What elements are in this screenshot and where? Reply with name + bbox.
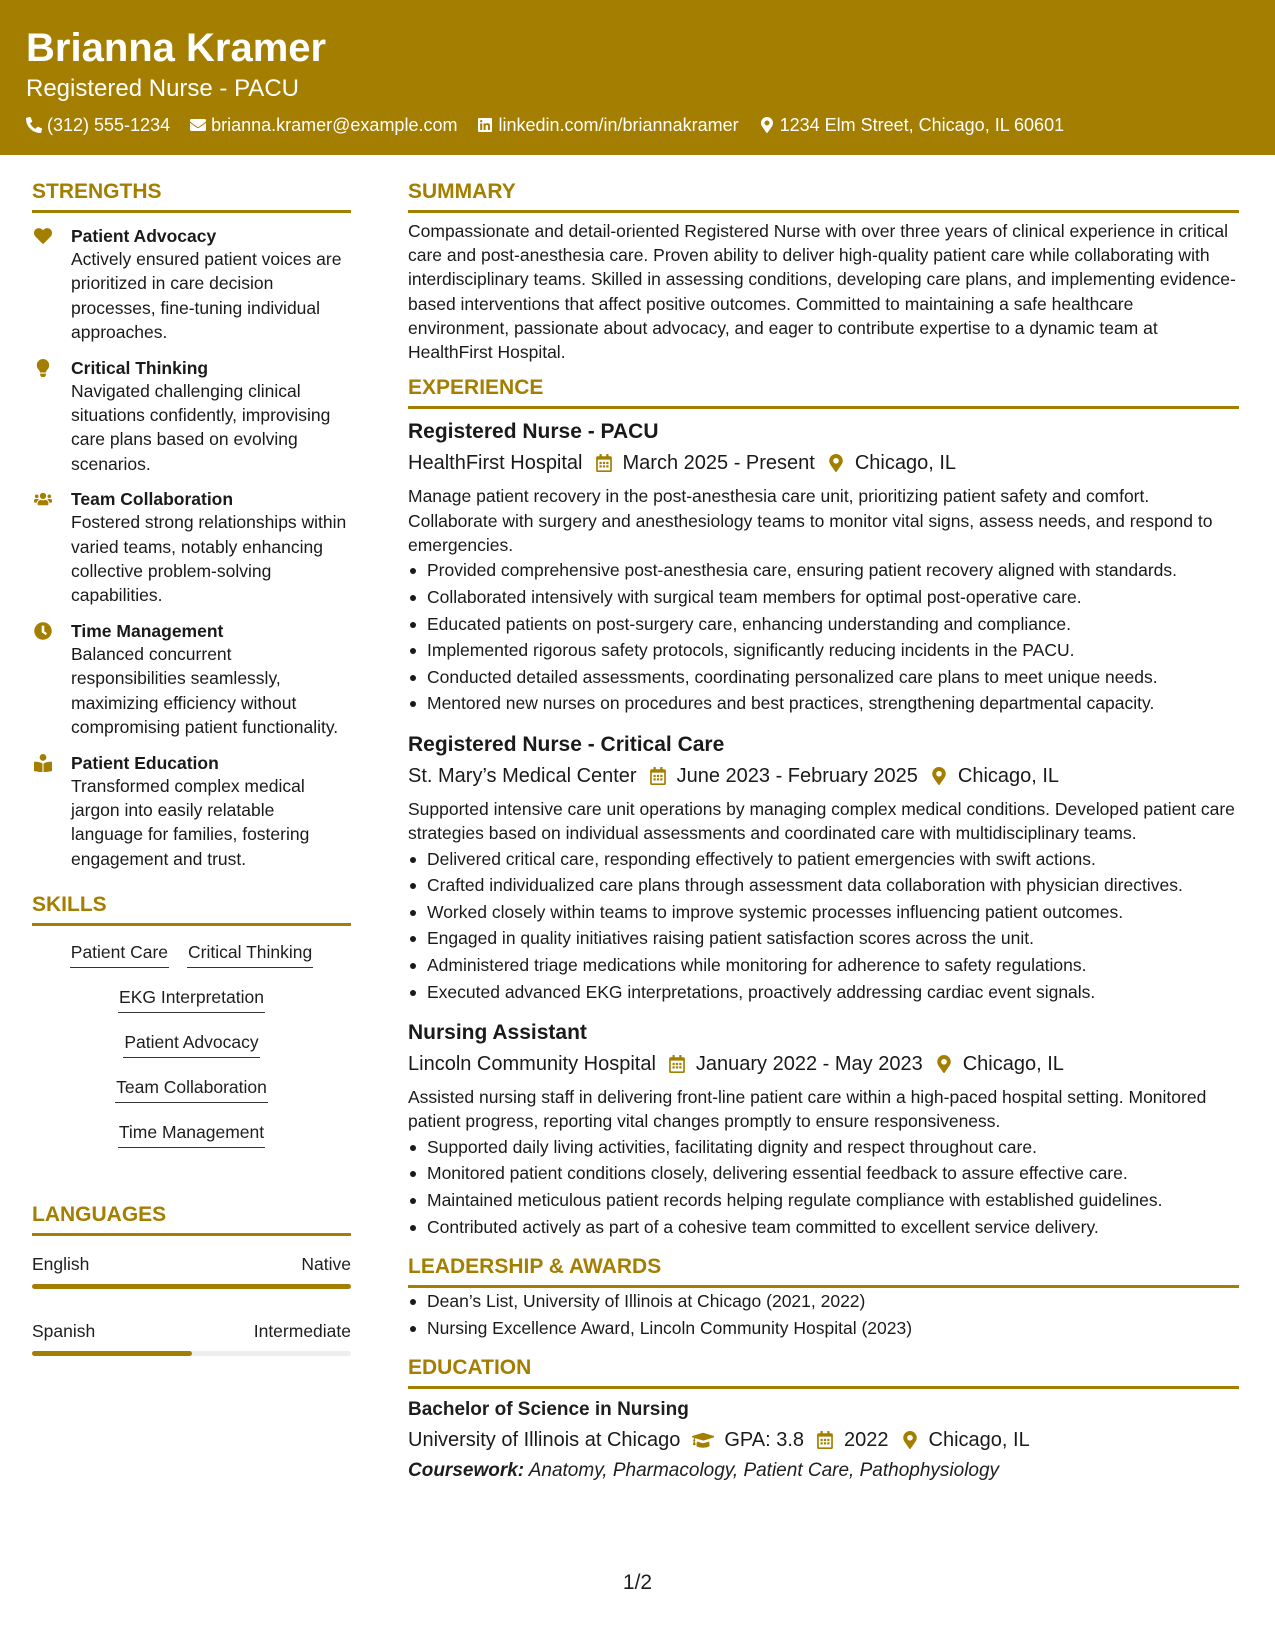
- language-name: Spanish: [32, 1321, 96, 1342]
- job-company: St. Mary’s Medical Center: [408, 764, 637, 787]
- job-title: Registered Nurse - Critical Care: [408, 732, 725, 756]
- coursework-list: Anatomy, Pharmacology, Patient Care, Pathophysiology: [528, 1460, 1000, 1481]
- phone-text: (312) 555-1234: [47, 115, 171, 135]
- job-title: Registered Nurse - PACU: [408, 420, 659, 444]
- language-proficiency-fill: [32, 1284, 351, 1289]
- strength-title: Team Collaboration: [71, 489, 234, 510]
- gpa: GPA: 3.8: [724, 1429, 805, 1451]
- strengths-section: [32, 178, 351, 871]
- job-bullet: Executed advanced EKG interpretations, proactively addressing cardiac event signals.: [408, 980, 1239, 1004]
- graduation-year: 2022: [844, 1429, 889, 1451]
- job-description: Assisted nursing staff in delivering front-line patient care within a high-paced hospital setting. Monitored patient progress, reporting vital changes promptly to ensure responsiveness.: [408, 1087, 1207, 1132]
- education-heading: EDUCATION: [408, 1354, 1239, 1389]
- clock-icon: [34, 622, 52, 640]
- job-bullet: Collaborated intensively with surgical team members for optimal post-operative care.: [408, 585, 1239, 609]
- education-section: [408, 1354, 1239, 1485]
- job-bullet: Conducted detailed assessments, coordinating personalized care plans to meet unique needs.: [408, 665, 1239, 689]
- school-name: University of Illinois at Chicago: [408, 1429, 681, 1451]
- job-dates: January 2022 - May 2023: [695, 1053, 923, 1075]
- awards-section: [408, 1253, 1239, 1340]
- skills-section: [32, 891, 351, 1165]
- job-location: Chicago, IL: [962, 1053, 1064, 1075]
- job-dates: March 2025 - Present: [622, 452, 815, 475]
- contact-address: [759, 114, 1065, 136]
- lightbulb-icon: [34, 359, 52, 377]
- skills-list: [32, 940, 351, 1165]
- summary-section: [408, 178, 1239, 364]
- skill-tag: Time Management: [118, 1120, 265, 1148]
- job-bullet: Worked closely within teams to improve systemic processes influencing patient outcomes.: [408, 900, 1239, 924]
- job-description: Manage patient recovery in the post-anesthesia care unit, prioritizing patient safety and comfort. Collaborate with surgery and anesthesiology teams to monitor vital signs, assess needs, and respond to emergencies.: [408, 486, 1213, 556]
- language-item: [32, 1319, 351, 1356]
- job-bullet: Delivered critical care, responding effectively to patient emergencies with swift actions.: [408, 847, 1239, 871]
- languages-heading: LANGUAGES: [32, 1201, 351, 1236]
- strength-desc: Navigated challenging clinical situations confidently, improvising care plans based on evolving scenarios.: [71, 380, 331, 474]
- job-bullet: Crafted individualized care plans through assessment data collaboration with physician directives.: [408, 873, 1239, 897]
- job-meta: [408, 448, 1239, 478]
- language-name: English: [32, 1254, 90, 1275]
- strengths-heading: STRENGTHS: [32, 178, 351, 213]
- linkedin-text: linkedin.com/in/briannakramer: [498, 115, 739, 135]
- job-bullets: [408, 558, 1239, 715]
- page-number: 1/2: [622, 1571, 653, 1594]
- language-item: [32, 1252, 351, 1289]
- graduation-cap-icon: [692, 1431, 714, 1449]
- degree-title: Bachelor of Science in Nursing: [408, 1399, 689, 1420]
- job-bullet: Provided comprehensive post-anesthesia care, ensuring patient recovery aligned with standards.: [408, 558, 1239, 582]
- education-meta: [408, 1425, 1239, 1455]
- job-meta: [408, 761, 1239, 791]
- experience-heading: EXPERIENCE: [408, 374, 1239, 409]
- strength-item: [32, 620, 351, 740]
- map-marker-icon: [930, 767, 948, 785]
- job-bullet: Engaged in quality initiatives raising patient satisfaction scores across the unit.: [408, 926, 1239, 950]
- language-level: Intermediate: [253, 1321, 351, 1342]
- strength-desc: Transformed complex medical jargon into easily relatable language for families, fostering engagement and trust.: [71, 775, 310, 869]
- language-proficiency-bar: [32, 1351, 351, 1356]
- skill-tag: Patient Care: [70, 940, 169, 968]
- candidate-name: Brianna Kramer: [26, 26, 327, 70]
- language-level: Native: [301, 1254, 351, 1275]
- job-title: Nursing Assistant: [408, 1021, 587, 1044]
- job-bullet: Mentored new nurses on procedures and best practices, strengthening departmental capacity.: [408, 691, 1239, 715]
- strength-title: Time Management: [71, 620, 224, 641]
- contact-bar: [26, 114, 1249, 136]
- job-bullet: Implemented rigorous safety protocols, significantly reducing incidents in the PACU.: [408, 638, 1239, 662]
- strength-title: Critical Thinking: [71, 357, 209, 378]
- language-proficiency-fill: [32, 1351, 192, 1356]
- languages-section: [32, 1201, 351, 1356]
- resume-header: [0, 0, 1275, 155]
- strength-item: [32, 357, 351, 477]
- book-reader-icon: [34, 754, 52, 772]
- experience-section: [408, 374, 1239, 1239]
- language-proficiency-bar: [32, 1284, 351, 1289]
- contact-linkedin[interactable]: [477, 114, 738, 136]
- job-entry: [408, 1018, 1239, 1239]
- award-item: Nursing Excellence Award, Lincoln Community Hospital (2023): [408, 1316, 1239, 1340]
- skills-heading: SKILLS: [32, 891, 351, 926]
- right-column: [408, 178, 1239, 1485]
- strength-desc: Fostered strong relationships within varied teams, notably enhancing collective problem-solving capabilities.: [71, 512, 347, 606]
- strength-item: [32, 225, 351, 345]
- candidate-title: Registered Nurse - PACU: [26, 75, 299, 102]
- awards-list: [408, 1289, 1239, 1340]
- strength-title: Patient Advocacy: [71, 226, 217, 246]
- map-marker-icon: [827, 454, 845, 472]
- job-location: Chicago, IL: [957, 764, 1060, 787]
- awards-heading: LEADERSHIP & AWARDS: [408, 1253, 1239, 1288]
- phone-icon: [26, 117, 42, 133]
- strength-desc: Balanced concurrent responsibilities seamlessly, maximizing efficiency without compromising patient functionality.: [71, 643, 339, 738]
- skill-tag: EKG Interpretation: [118, 985, 265, 1013]
- calendar-icon: [816, 1431, 834, 1449]
- map-marker-icon: [935, 1055, 953, 1073]
- summary-text: Compassionate and detail-oriented Registered Nurse with over three years of clinical experience in critical care and post-anesthesia care. Proven ability to deliver high-quality patient care while collaborating with interdisciplinary teams. Skilled in assessing conditions, developing care plans, and implementing evidence-based interventions that affect positive outcomes. Committed to maintaining a safe healthcare environment, passionate about advocacy, and eager to contribute expertise to a dynamic team at HealthFirst Hospital.: [408, 221, 1236, 363]
- skill-tag: Patient Advocacy: [123, 1030, 259, 1058]
- envelope-icon: [190, 117, 206, 133]
- contact-phone[interactable]: [26, 114, 170, 136]
- job-bullet: Educated patients on post-surgery care, enhancing understanding and compliance.: [408, 612, 1239, 636]
- contact-email[interactable]: [190, 114, 457, 136]
- skill-tag: Critical Thinking: [187, 940, 313, 968]
- strength-item: [32, 752, 351, 872]
- map-marker-icon: [901, 1431, 919, 1449]
- education-location: Chicago, IL: [928, 1429, 1030, 1451]
- job-bullets: [408, 847, 1239, 1004]
- job-bullets: [408, 1135, 1239, 1239]
- job-bullet: Monitored patient conditions closely, delivering essential feedback to assure effective care.: [408, 1161, 1239, 1185]
- strength-item: [32, 488, 351, 608]
- job-entry: [408, 730, 1239, 1004]
- coursework-label: Coursework:: [408, 1460, 525, 1481]
- job-bullet: Supported daily living activities, facilitating dignity and respect throughout care.: [408, 1135, 1239, 1159]
- linkedin-icon: [477, 117, 493, 133]
- job-location: Chicago, IL: [854, 452, 957, 475]
- calendar-icon: [668, 1055, 686, 1073]
- calendar-icon: [595, 454, 613, 472]
- strength-desc: Actively ensured patient voices are prioritized in care decision processes, fine-tuning individual approaches.: [71, 249, 342, 343]
- map-marker-icon: [759, 117, 775, 133]
- job-description: Supported intensive care unit operations by managing complex medical conditions. Developed patient care strategies based on individual assessments and coordinated care with multidisciplinary teams.: [408, 798, 1235, 844]
- job-entry: [408, 417, 1239, 716]
- award-item: Dean’s List, University of Illinois at Chicago (2021, 2022): [408, 1289, 1239, 1313]
- calendar-icon: [649, 767, 667, 785]
- job-bullet: Contributed actively as part of a cohesive team committed to excellent service delivery.: [408, 1215, 1239, 1239]
- users-icon: [34, 490, 52, 508]
- left-column: [32, 178, 351, 1356]
- job-meta: [408, 1049, 1239, 1079]
- job-dates: June 2023 - February 2025: [676, 764, 918, 787]
- job-company: Lincoln Community Hospital: [408, 1053, 656, 1075]
- job-company: HealthFirst Hospital: [408, 452, 583, 475]
- strength-title: Patient Education: [71, 752, 219, 773]
- heart-icon: [34, 227, 52, 245]
- email-text: brianna.kramer@example.com: [211, 115, 458, 135]
- coursework: [408, 1457, 1239, 1485]
- strengths-list: [32, 225, 351, 871]
- summary-heading: SUMMARY: [408, 178, 1239, 213]
- job-bullet: Maintained meticulous patient records helping regulate compliance with established guidelines.: [408, 1188, 1239, 1212]
- skill-tag: Team Collaboration: [115, 1075, 268, 1103]
- job-bullet: Administered triage medications while monitoring for adherence to safety regulations.: [408, 953, 1239, 977]
- address-text: 1234 Elm Street, Chicago, IL 60601: [779, 115, 1065, 135]
